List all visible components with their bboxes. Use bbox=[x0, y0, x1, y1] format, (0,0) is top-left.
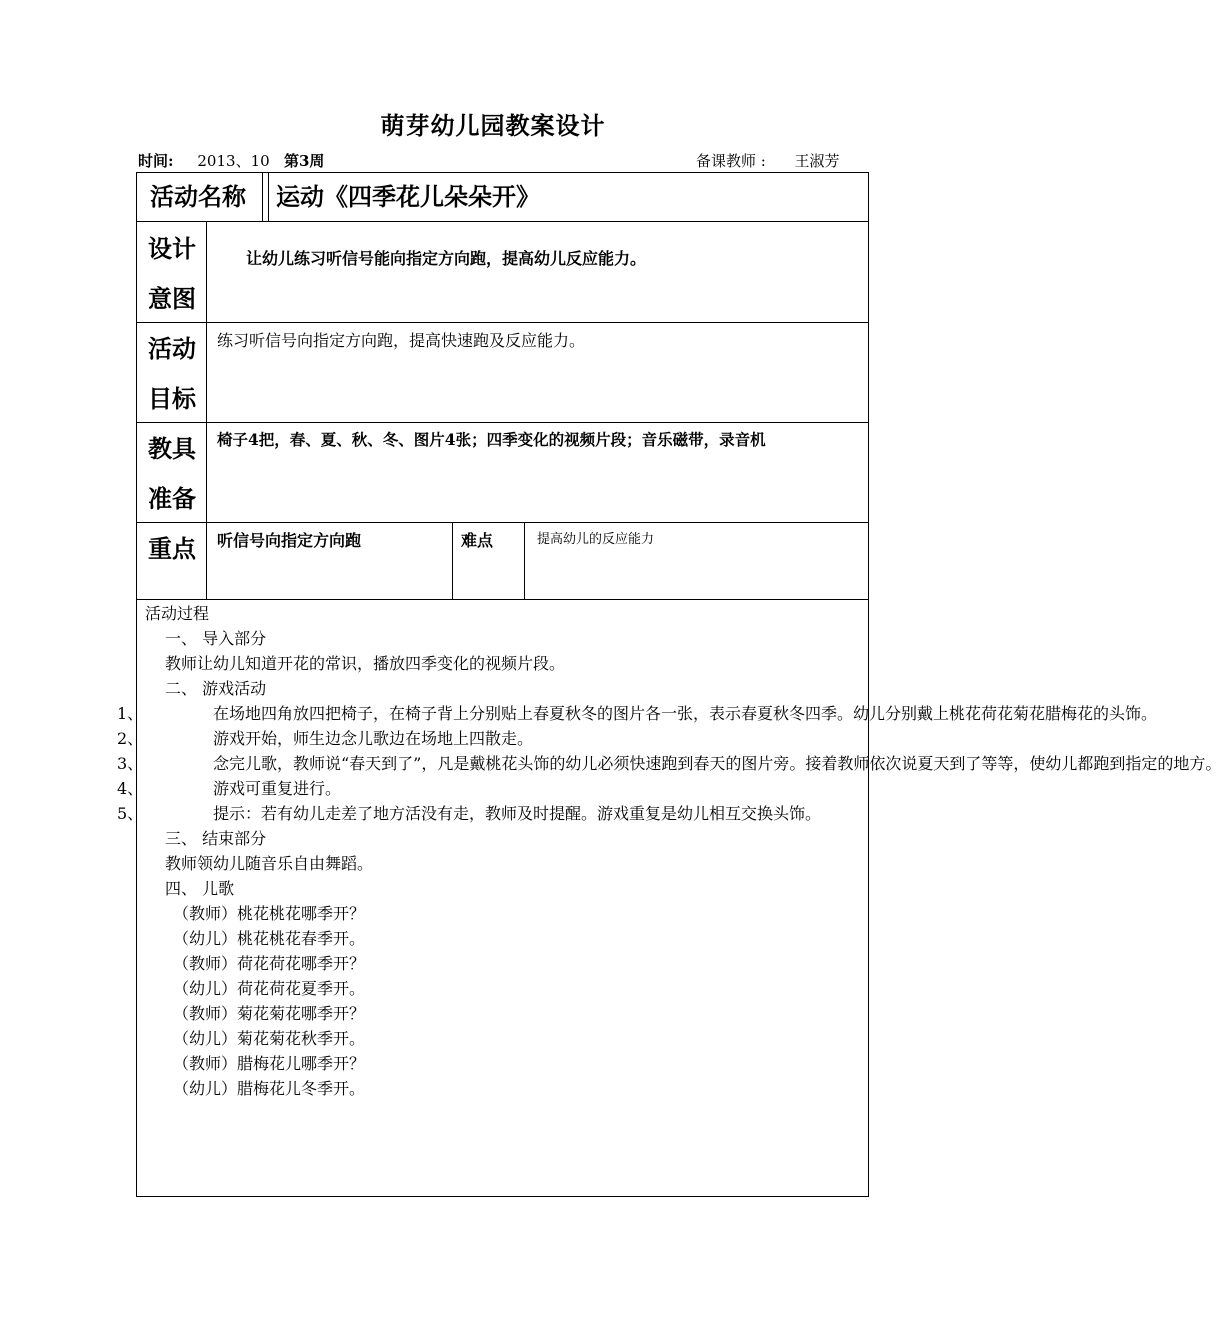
section-4-title: 四、 儿歌 bbox=[165, 879, 235, 898]
step-item bbox=[117, 776, 867, 801]
rhyme-line: （教师）荷花荷花哪季开？ bbox=[173, 954, 366, 973]
step-text: 在场地四角放四把椅子，在椅子背上分别贴上春夏秋冬的图片各一张，表示春夏秋冬四季。幼儿分别戴上桃花荷花菊花腊梅花的头饰。 bbox=[213, 704, 1158, 723]
activity-process bbox=[117, 601, 1221, 1101]
time-label: 时间: bbox=[138, 152, 174, 170]
rhyme-line: （幼儿）腊梅花儿冬季开。 bbox=[173, 1079, 366, 1098]
aids-label-1: 教具 bbox=[148, 434, 196, 463]
activity-name-value: 运动《四季花儿朵朵开》 bbox=[276, 182, 540, 211]
table-rule bbox=[524, 522, 525, 599]
teacher-label: 备课教师 : bbox=[696, 152, 766, 170]
table-rule bbox=[136, 522, 869, 523]
rhyme-line: （教师）菊花菊花哪季开？ bbox=[173, 1004, 366, 1023]
date-line bbox=[138, 150, 324, 171]
activity-name-label-text: 活动名称 bbox=[150, 182, 246, 211]
goals-value: 练习听信号向指定方向跑，提高快速跑及反应能力。 bbox=[217, 331, 586, 350]
date-value: 2013、10 bbox=[197, 152, 270, 170]
step-item bbox=[117, 701, 1158, 726]
design-intent-label bbox=[148, 224, 196, 324]
rhyme-line: （幼儿）荷花荷花夏季开。 bbox=[173, 979, 366, 998]
aids-label-2: 准备 bbox=[148, 484, 196, 513]
design-intent-label-1: 设计 bbox=[148, 234, 196, 263]
rhyme-line: （教师）腊梅花儿哪季开？ bbox=[173, 1054, 366, 1073]
section-3-text: 教师领幼儿随音乐自由舞蹈。 bbox=[165, 854, 374, 873]
step-number: 3、 bbox=[117, 754, 144, 773]
activity-name-label bbox=[150, 172, 246, 222]
step-text: 游戏开始，师生边念儿歌边在场地上四散走。 bbox=[213, 729, 534, 748]
table-rule bbox=[452, 522, 453, 599]
rhyme-line: （教师）桃花桃花哪季开？ bbox=[173, 904, 366, 923]
table-rule bbox=[206, 222, 207, 599]
section-1-title: 一、 导入部分 bbox=[165, 629, 267, 648]
rhyme-line: （幼儿）桃花桃花春季开。 bbox=[173, 929, 366, 948]
table-rule bbox=[136, 599, 869, 600]
table-rule bbox=[136, 322, 869, 323]
rhyme-line: （幼儿）菊花菊花秋季开。 bbox=[173, 1029, 366, 1048]
aids-label bbox=[148, 424, 196, 524]
section-3-title: 三、 结束部分 bbox=[165, 829, 267, 848]
step-text: 游戏可重复进行。 bbox=[213, 779, 342, 798]
teacher-name: 王淑芳 bbox=[794, 152, 840, 170]
page-title: 萌芽幼儿园教案设计 bbox=[380, 111, 606, 140]
step-number: 2、 bbox=[117, 729, 144, 748]
week-value: 第3周 bbox=[283, 152, 325, 170]
step-number: 4、 bbox=[117, 779, 144, 798]
aids-value: 椅子4把，春、夏、秋、冬、图片4张；四季变化的视频片段；音乐磁带，录音机 bbox=[217, 430, 766, 449]
design-intent-value: 让幼儿练习听信号能向指定方向跑，提高幼儿反应能力。 bbox=[246, 249, 647, 268]
step-number: 5、 bbox=[117, 804, 144, 823]
table-rule bbox=[268, 172, 269, 222]
design-intent-label-2: 意图 bbox=[148, 284, 196, 313]
process-heading: 活动过程 bbox=[145, 604, 210, 623]
key-point-label: 重点 bbox=[148, 534, 196, 563]
goals-label bbox=[148, 324, 196, 424]
difficulty-value: 提高幼儿的反应能力 bbox=[537, 532, 655, 547]
table-rule bbox=[262, 172, 263, 222]
step-text: 念完儿歌，教师说“春天到了”，凡是戴桃花头饰的幼儿必须快速跑到春天的图片旁。接着教师依次说夏天到了等等，使幼儿都跑到指定的地方。 bbox=[213, 754, 1221, 773]
table-rule bbox=[136, 422, 869, 423]
step-item bbox=[117, 726, 867, 751]
step-item bbox=[117, 751, 1221, 776]
goals-label-1: 活动 bbox=[148, 334, 196, 363]
step-item bbox=[117, 801, 867, 826]
step-number: 1、 bbox=[117, 704, 144, 723]
teacher-line bbox=[696, 150, 839, 171]
step-text: 提示：若有幼儿走差了地方活没有走，教师及时提醒。游戏重复是幼儿相互交换头饰。 bbox=[213, 804, 822, 823]
goals-label-2: 目标 bbox=[148, 384, 196, 413]
difficulty-label: 难点 bbox=[461, 531, 494, 550]
key-point-value: 听信号向指定方向跑 bbox=[217, 531, 362, 550]
section-2-title: 二、 游戏活动 bbox=[165, 679, 267, 698]
section-1-text: 教师让幼儿知道开花的常识，播放四季变化的视频片段。 bbox=[165, 654, 566, 673]
